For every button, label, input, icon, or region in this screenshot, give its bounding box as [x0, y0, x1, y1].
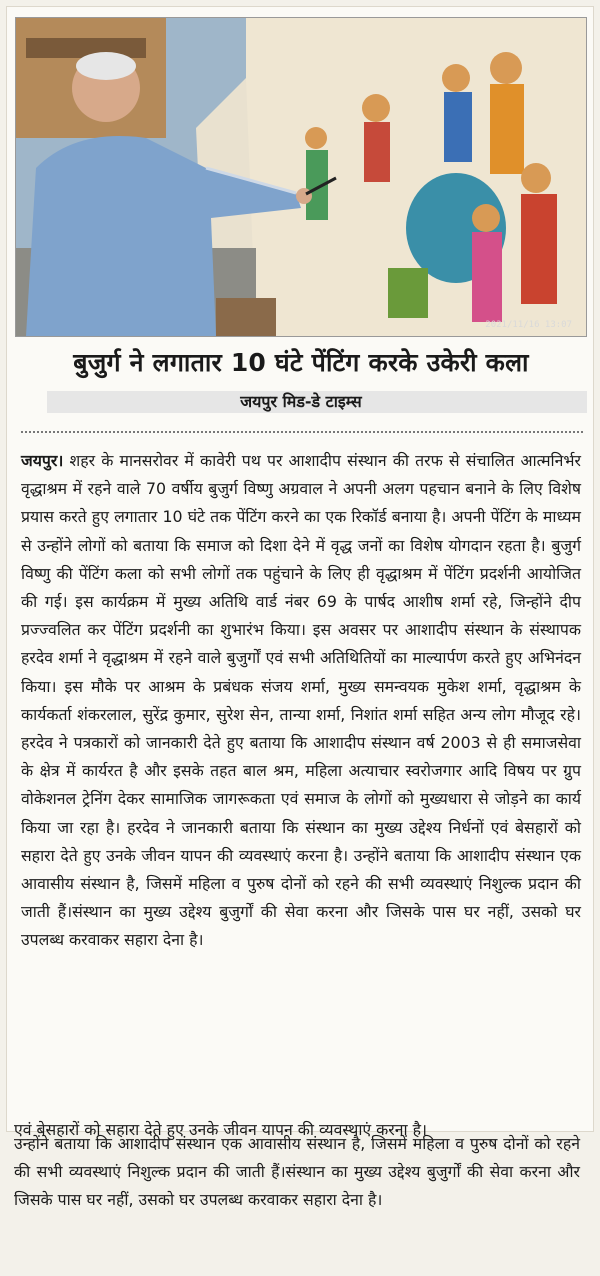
photo-timestamp: 2021/11/16 13:07 [485, 320, 572, 330]
duplicate-cut-line [14, 1116, 580, 1139]
duplicate-text-strip [14, 1120, 580, 1215]
newspaper-clipping [6, 6, 594, 1132]
article-body [21, 447, 581, 955]
article-headline: बुजुर्ग ने लगातार 10 घंटे पेंटिंग करके उकेरी कला [73, 348, 529, 377]
article-body-text: शहर के मानसरोवर में कावेरी पथ पर आशादीप संस्थान की तरफ से संचालित आत्मनिर्भर वृद्धाश्रम में रहने वाले 70 वर्षीय बुजुर्ग विष्णु अग्रवाल ने अपनी अलग पहचान बनाने के लिए विशेष प्रयास करते हुए लगातार 10 घंटे तक पेंटिंग करने का एक रिकॉर्ड बनाया है। अपनी पेंटिंग के माध्यम से उन्होंने लोगों को बताया कि समाज को दिशा देने में वृद्ध जनों का विशेष योगदान रहता है। बुजुर्ग विष्णु की पेंटिंग कला को सभी लोगों तक पहुंचाने के लिए ही वृद्धाश्रम में पेंटिंग प्रदर्शनी आयोजित की गई। इस कार्यक्रम में मुख्य अतिथि वार्ड नंबर 69 के पार्षद आशीष शर्मा रहे, जिन्होंने दीप प्रज्ज्वलित कर पेंटिंग प्रदर्शनी का शुभारंभ किया। इस अवसर पर आशादीप संस्थान के संस्थापक हरदेव शर्मा ने वृद्धाश्रम में रहने वाले बुजुर्गों एवं सभी अतिथितियों का माल्यार्पण करते हुए अभिनंदन किया। इस मौके पर आश्रम के प्रबंधक संजय शर्मा, मुख्य समन्वयक मुकेश शर्मा, वृद्धाश्रम के कार्यकर्ता शंकरलाल, सुरेंद्र कुमार, सुरेश सेन, तान्या शर्मा, निशांत शर्मा सहित अन्य लोग मौजूद रहे। हरदेव ने पत्रकारों को जानकारी देते हुए बताया कि आशादीप संस्थान वर्ष 2003 से ही समाजसेवा के क्षेत्र में कार्यरत है और इसके तहत बाल श्रम, महिला अत्याचार स्वरोजगार आदि विषय पर ग्रुप वोकेशनल ट्रेनिंग देकर सामाजिक जागरूकता एवं समाज के लोगों को मुख्यधारा से जोड़ने का कार्य किया जा रहा है। हरदेव ने जानकारी बताया कि संस्थान का मुख्य उद्देश्य निर्धनों एवं बेसहारों को सहारा देते हुए उनके जीवन यापन की व्यवस्थाएं करना है। उन्होंने बताया कि आशादीप संस्थान एक आवासीय संस्थान है, जिसमें महिला व पुरुष दोनों को रहने की सभी व्यवस्थाएं निशुल्क प्रदान की जाती हैं।संस्थान का मुख्य उद्देश्य बुजुर्गों की सेवा करना और जिसके पास घर नहीं, उसको घर उपलब्ध करवाकर सहारा देना है। [21, 451, 581, 950]
duplicate-text: उन्होंने बताया कि आशादीप संस्थान एक आवासीय संस्थान है, जिसमें महिला व पुरुष दोनों को रहने की सभी व्यवस्थाएं निशुल्क प्रदान की जाती हैं।संस्थान का मुख्य उद्देश्य बुजुर्गों की सेवा करना और जिसके पास घर नहीं, उसको घर उपलब्ध करवाकर सहारा देना है। [14, 1134, 580, 1210]
article-byline: जयपुर मिड-डे टाइम्स [240, 392, 362, 411]
article-dateline: जयपुर। [21, 451, 64, 470]
painter-photo-illustration [16, 18, 586, 336]
article-photo [15, 17, 587, 337]
dotted-divider [21, 431, 583, 433]
duplicate-cut-line-text: एवं बेसहारों को सहारा देते हुए उनके जीवन यापन की व्यवस्थाएं करना है। [14, 1120, 428, 1139]
